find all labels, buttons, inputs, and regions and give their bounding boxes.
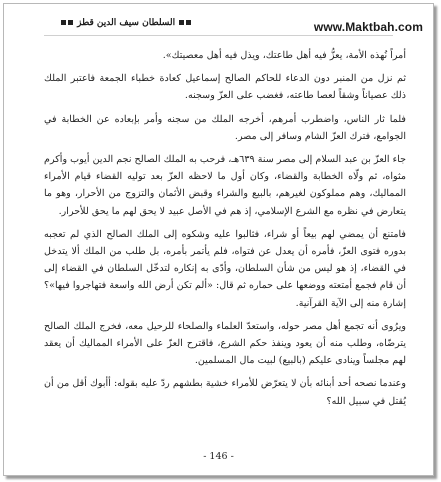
square-ornament-icon bbox=[61, 20, 66, 25]
header-divider bbox=[44, 35, 393, 36]
paragraph: وعندما نصحه أحد أبنائه بأن لا يتعرّض للأمراء خشية بطشهم ردّ عليه بقوله: أأبوك أقل من أن يُقتل في سبيل الله؟ bbox=[44, 378, 406, 407]
running-head bbox=[60, 18, 192, 28]
paragraph: جاء العزّ بن عبد السلام إلى مصر سنة ٦٣٩هـ، فرحب به الملك الصالح نجم الدين أيوب وأكرم مثواه، ثم ولّاه الخطابة والقضاء، وكان أول ما لاحظه العزّ بعد توليه القضاء قيام الأمراء المماليك، وهم مملوكون لغيرهم، بالبيع والشراء وقبض الأثمان والتزوج من الأحرار، وهو ما يتعارض في نظره مع الشرع الإسلامي، إذ هم في الأصل عبيد لا يحق لهم ما يحق للأحرار. bbox=[44, 154, 406, 217]
paragraph: ويرُوى أنه تجمع أهل مصر حوله، واستعدّ العلماء والصلحاء للرحيل معه، فخرج الملك الصالح يترضّاه، وطلب منه أن يعود وينفذ حكم الشرع، فاقترح العزّ على الأمراء المماليك أن يعقد لهم مجلساً وينادى عليكم (بالبيع) لبيت مال المسلمين. bbox=[44, 320, 406, 367]
site-watermark: www.Maktbah.com bbox=[313, 20, 423, 34]
page-frame bbox=[3, 3, 434, 476]
page-number: - 146 - bbox=[203, 451, 234, 462]
paragraph: فامتنع أن يمضي لهم بيعاً أو شراء، فثالبوا عليه وشكوه إلى الملك الصالح الذي لم تعجبه بدوره فتوى العزّ، فأمره أن يعدل عن فتواه، فلم يأتمر بأمره، بل طلب من الملك ألا يتدخل في القضاء، إذ هو ليس من شأن السلطان، وأدّى به إنكاره لتدخّل السلطان في القضاء إلى أن قام فجمع أمتعته ووضعها على حماره ثم قال: «ألم تكن أرض الله واسعة فتهاجروا فيها»؟ إشارة منه إلى الآية القرآنية. bbox=[44, 228, 406, 309]
paragraph: فلما ثار الناس، واضطرب أمرهم، أخرجه الملك من سجنه وأمر بإبعاده عن الخطابة في الجوامع، فترك العزّ الشام وسافر إلى مصر. bbox=[44, 113, 406, 142]
paragraph: أمراً نُهذه الأمة، يعزُّ فيه أهل طاعتك، ويذل فيه أهل معصيتك». bbox=[162, 50, 406, 61]
running-head-title: السلطان سيف الدين قطز bbox=[77, 18, 176, 28]
square-ornament-icon bbox=[68, 20, 73, 25]
body-text bbox=[44, 47, 406, 416]
square-ornament-icon bbox=[186, 20, 191, 25]
square-ornament-icon bbox=[179, 20, 184, 25]
paragraph: ثم نزل من المنبر دون الدعاء للحاكم الصالح إسماعيل كعادة خطباء الجمعة فاعتبر الملك ذلك عصياناً وشقاً لعصا طاعته، فغضب على العزّ وسجنه. bbox=[44, 73, 406, 102]
